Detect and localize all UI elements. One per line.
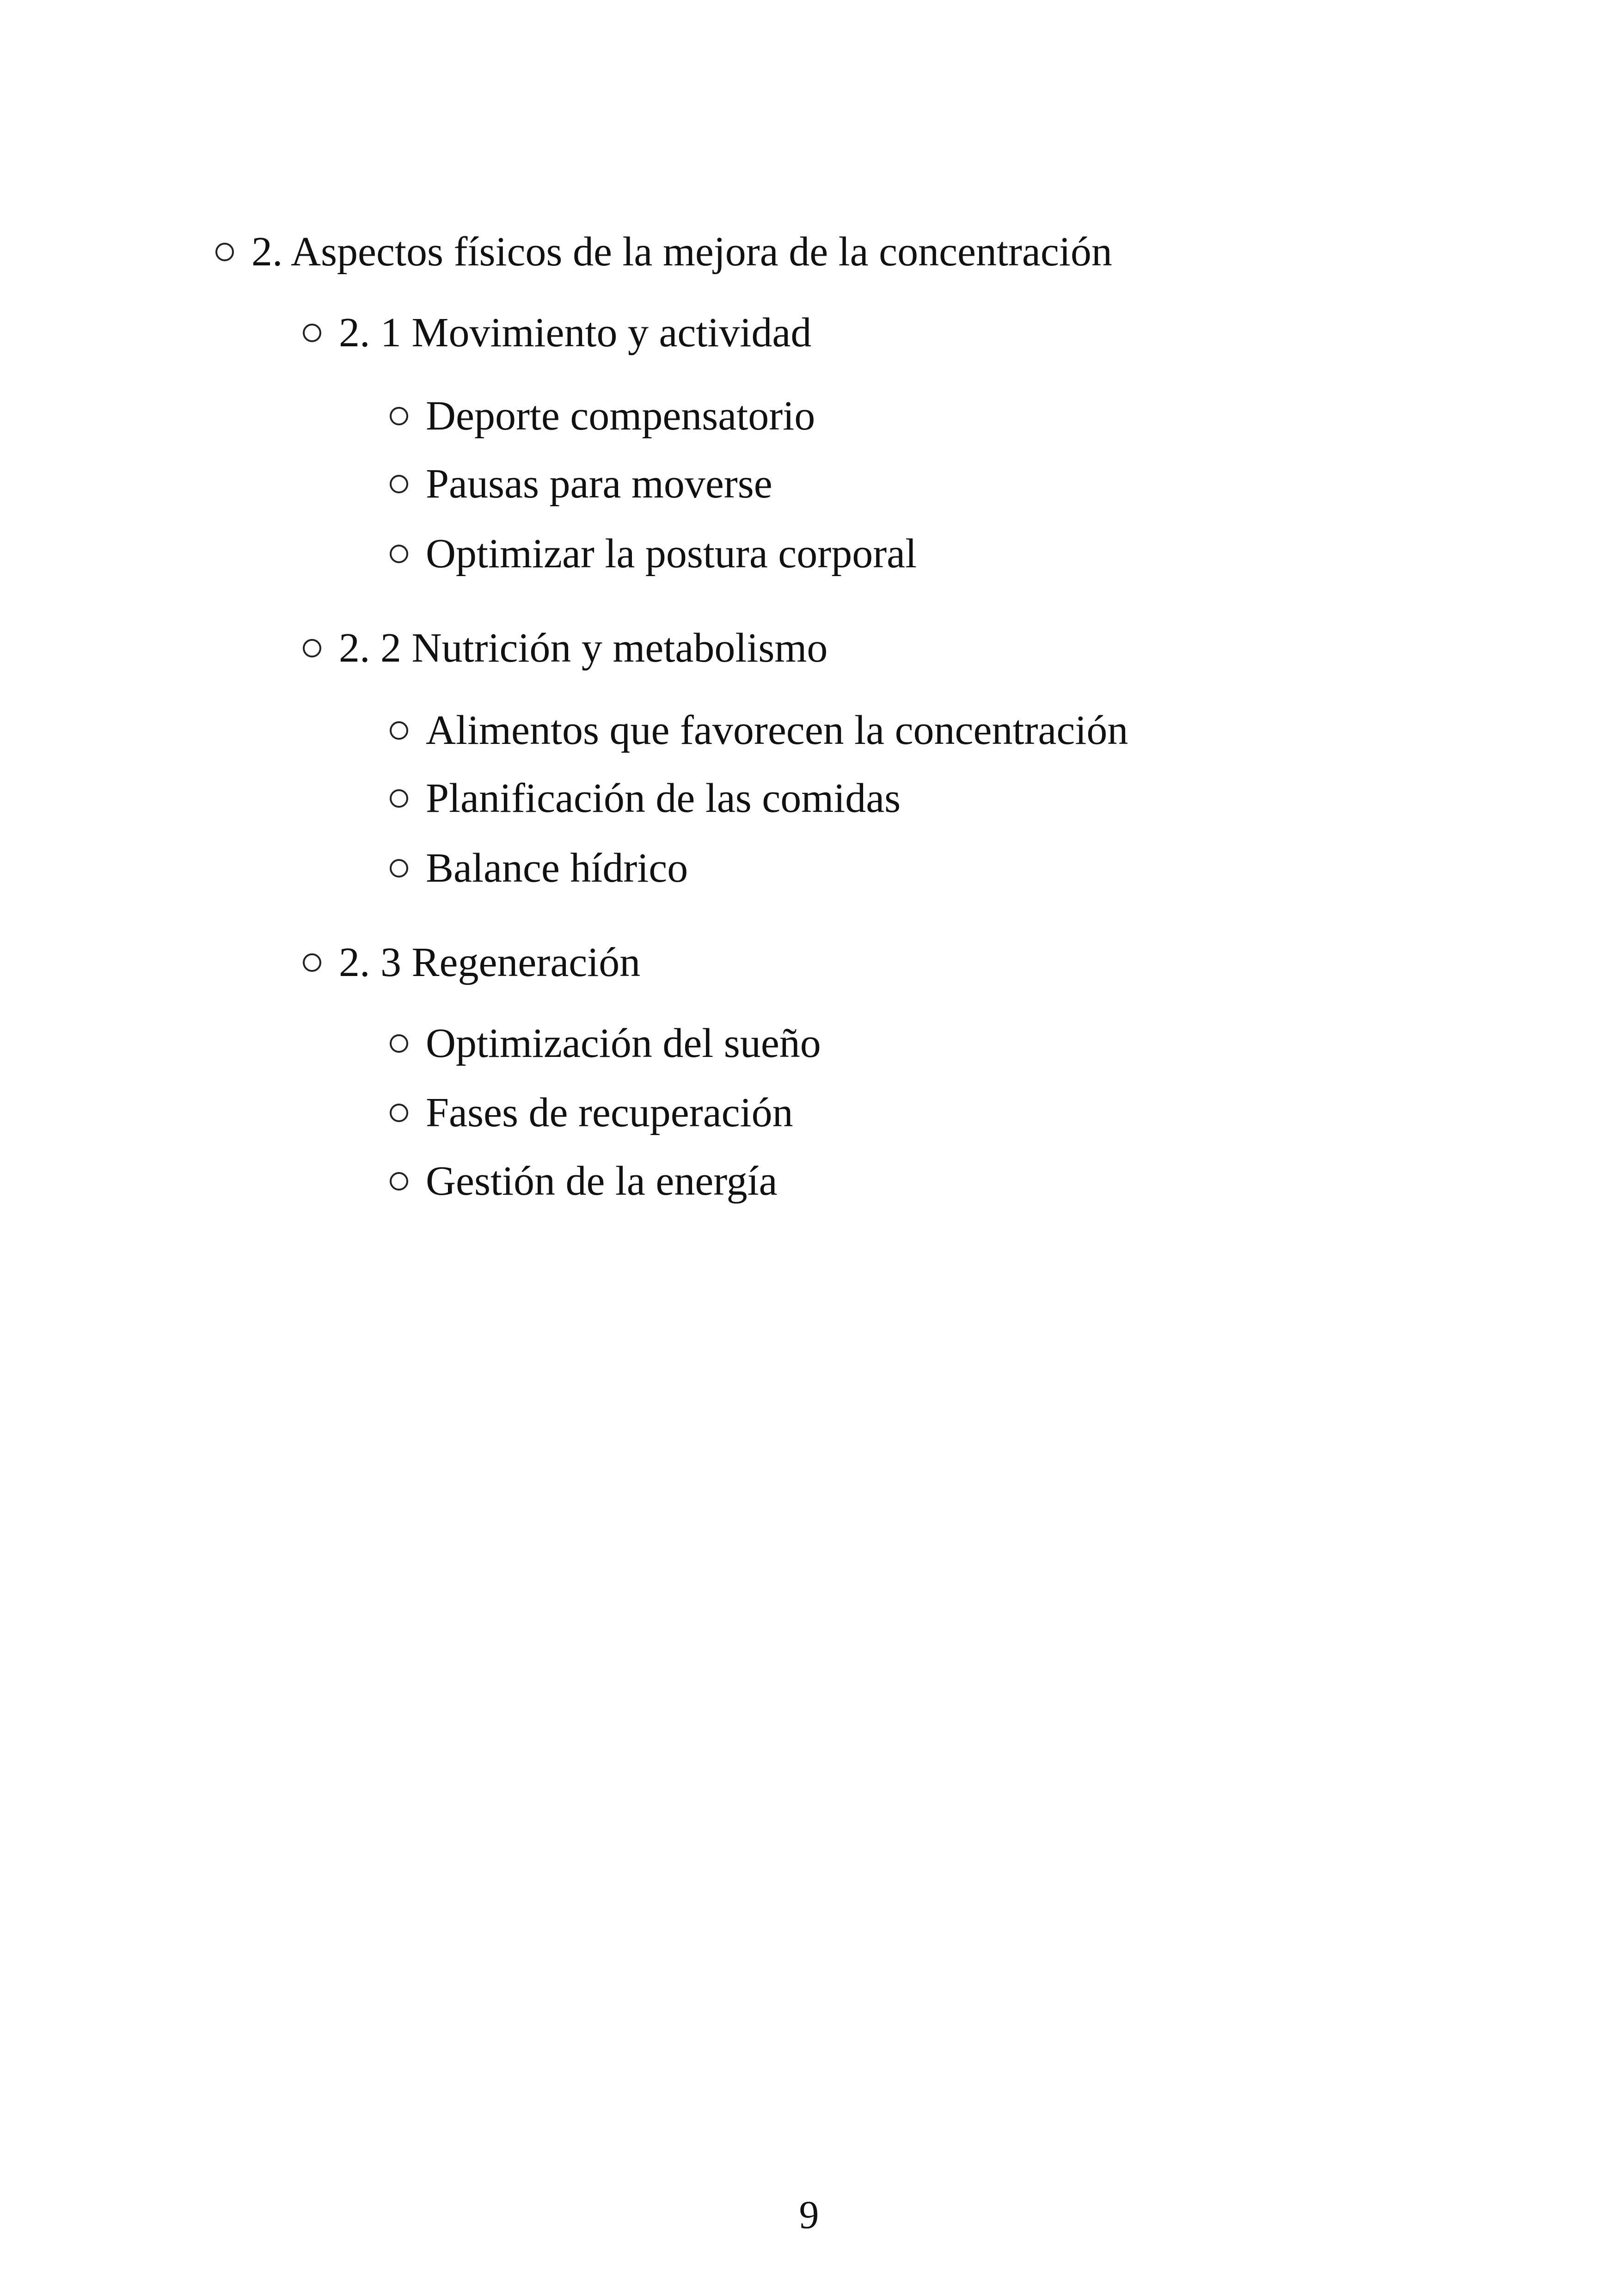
- item-text: Planificación de las comidas: [426, 775, 901, 821]
- subsection-title: 2. 3 Regeneración: [339, 939, 641, 985]
- circle-bullet-icon: [303, 953, 321, 972]
- circle-bullet-icon: [390, 1172, 408, 1191]
- outline-item: [390, 461, 772, 507]
- outline-item: [390, 845, 688, 891]
- item-text: Optimización del sueño: [426, 1020, 821, 1066]
- circle-bullet-icon: [390, 475, 408, 493]
- circle-bullet-icon: [390, 407, 408, 425]
- circle-bullet-icon: [390, 1034, 408, 1053]
- outline-subsection: [303, 625, 827, 671]
- outline-item: [390, 1158, 778, 1204]
- subsection-title: 2. 2 Nutrición y metabolismo: [339, 625, 828, 671]
- outline-item: [390, 707, 1128, 754]
- outline-subsection: [303, 939, 640, 986]
- item-text: Alimentos que favorecen la concentración: [426, 707, 1128, 753]
- item-text: Balance hídrico: [426, 845, 688, 891]
- item-text: Optimizar la postura corporal: [426, 531, 917, 577]
- item-text: Gestión de la energía: [426, 1158, 778, 1204]
- circle-bullet-icon: [390, 859, 408, 878]
- item-text: Fases de recuperación: [426, 1090, 793, 1136]
- circle-bullet-icon: [303, 639, 321, 657]
- page-number: 9: [799, 2192, 819, 2237]
- outline-item: [390, 531, 917, 577]
- circle-bullet-icon: [215, 243, 234, 261]
- circle-bullet-icon: [390, 721, 408, 740]
- item-text: Deporte compensatorio: [426, 393, 815, 439]
- section-title: 2. Aspectos físicos de la mejora de la concentración: [251, 229, 1112, 275]
- outline-item: [390, 1020, 821, 1067]
- outline-subsection: [303, 310, 811, 356]
- circle-bullet-icon: [390, 789, 408, 808]
- outline-item: [390, 393, 815, 439]
- outline-item: [390, 775, 901, 822]
- circle-bullet-icon: [303, 324, 321, 342]
- outline-section: [215, 229, 1112, 275]
- subsection-title: 2. 1 Movimiento y actividad: [339, 310, 812, 356]
- item-text: Pausas para moverse: [426, 461, 772, 507]
- circle-bullet-icon: [390, 545, 408, 563]
- outline-item: [390, 1090, 793, 1136]
- circle-bullet-icon: [390, 1104, 408, 1122]
